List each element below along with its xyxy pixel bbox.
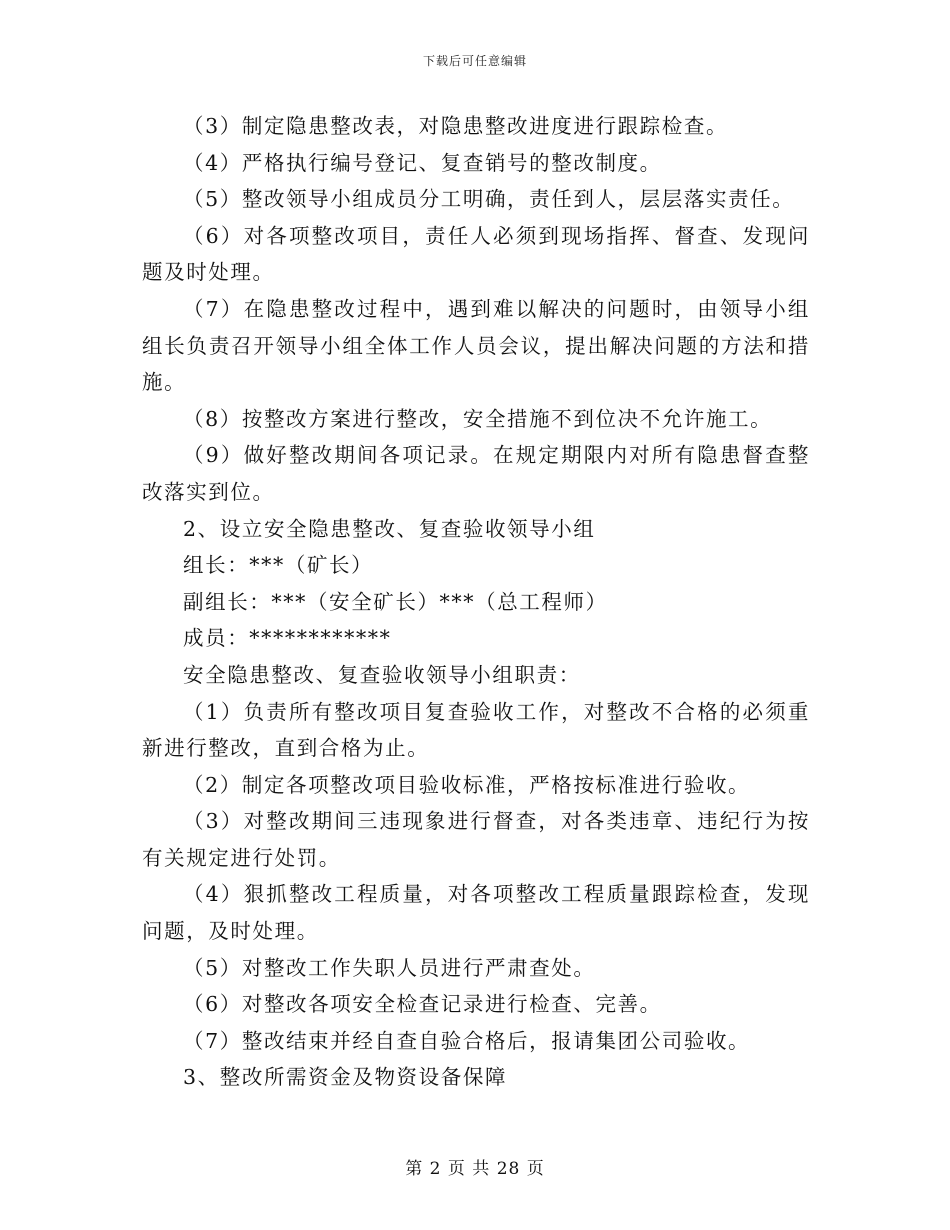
document-body <box>142 108 810 1096</box>
paragraph: （3）制定隐患整改表，对隐患整改进度进行跟踪检查。 <box>183 114 729 138</box>
paragraph: （6）对各项整改项目，责任人必须到现场指挥、督查、发现问题及时处理。 <box>142 223 810 285</box>
paragraph: （7）在隐患整改过程中，遇到难以解决的问题时，由领导小组组长负责召开领导小组全体工作人员会议，提出解决问题的方法和措施。 <box>142 296 810 395</box>
page-footer: 第 2 页 共 28 页 <box>405 1159 545 1179</box>
section-heading: 3、整改所需资金及物资设备保障 <box>183 1065 508 1090</box>
paragraph: （6）对整改各项安全检查记录进行检查、完善。 <box>183 992 662 1017</box>
paragraph: （3）对整改期间三违现象进行督查，对各类违章、违纪行为按有关规定进行处罚。 <box>142 809 810 870</box>
member-line-leader: 组长：***（矿长） <box>183 553 374 578</box>
section-heading: 2、设立安全隐患整改、复查验收领导小组 <box>183 516 596 541</box>
paragraph: （2）制定各项整改项目验收标准，严格按标准进行验收。 <box>183 772 751 797</box>
paragraph: （4）狠抓整改工程质量，对各项整改工程质量跟踪检查，发现问题，及时处理。 <box>142 882 810 944</box>
paragraph: （5）整改领导小组成员分工明确，责任到人，层层落实责任。 <box>183 187 795 212</box>
paragraph: （7）整改结束并经自查自验合格后，报请集团公司验收。 <box>183 1028 751 1053</box>
paragraph: （5）对整改工作失职人员进行严肃查处。 <box>183 955 596 980</box>
paragraph: （9）做好整改期间各项记录。在规定期限内对所有隐患督查整改落实到位。 <box>142 443 810 504</box>
member-line-deputy: 副组长：***（安全矿长）***（总工程师） <box>183 589 608 614</box>
member-line-members: 成员：************ <box>183 626 392 651</box>
page-header: 下载后可任意编辑 <box>422 54 527 68</box>
paragraph: （1）负责所有整改项目复查验收工作，对整改不合格的必须重新进行整改，直到合格为止。 <box>142 699 810 761</box>
duties-heading: 安全隐患整改、复查验收领导小组职责： <box>183 662 581 687</box>
paragraph: （4）严格执行编号登记、复查销号的整改制度。 <box>183 150 662 175</box>
paragraph: （8）按整改方案进行整改，安全措施不到位决不允许施工。 <box>183 406 773 431</box>
